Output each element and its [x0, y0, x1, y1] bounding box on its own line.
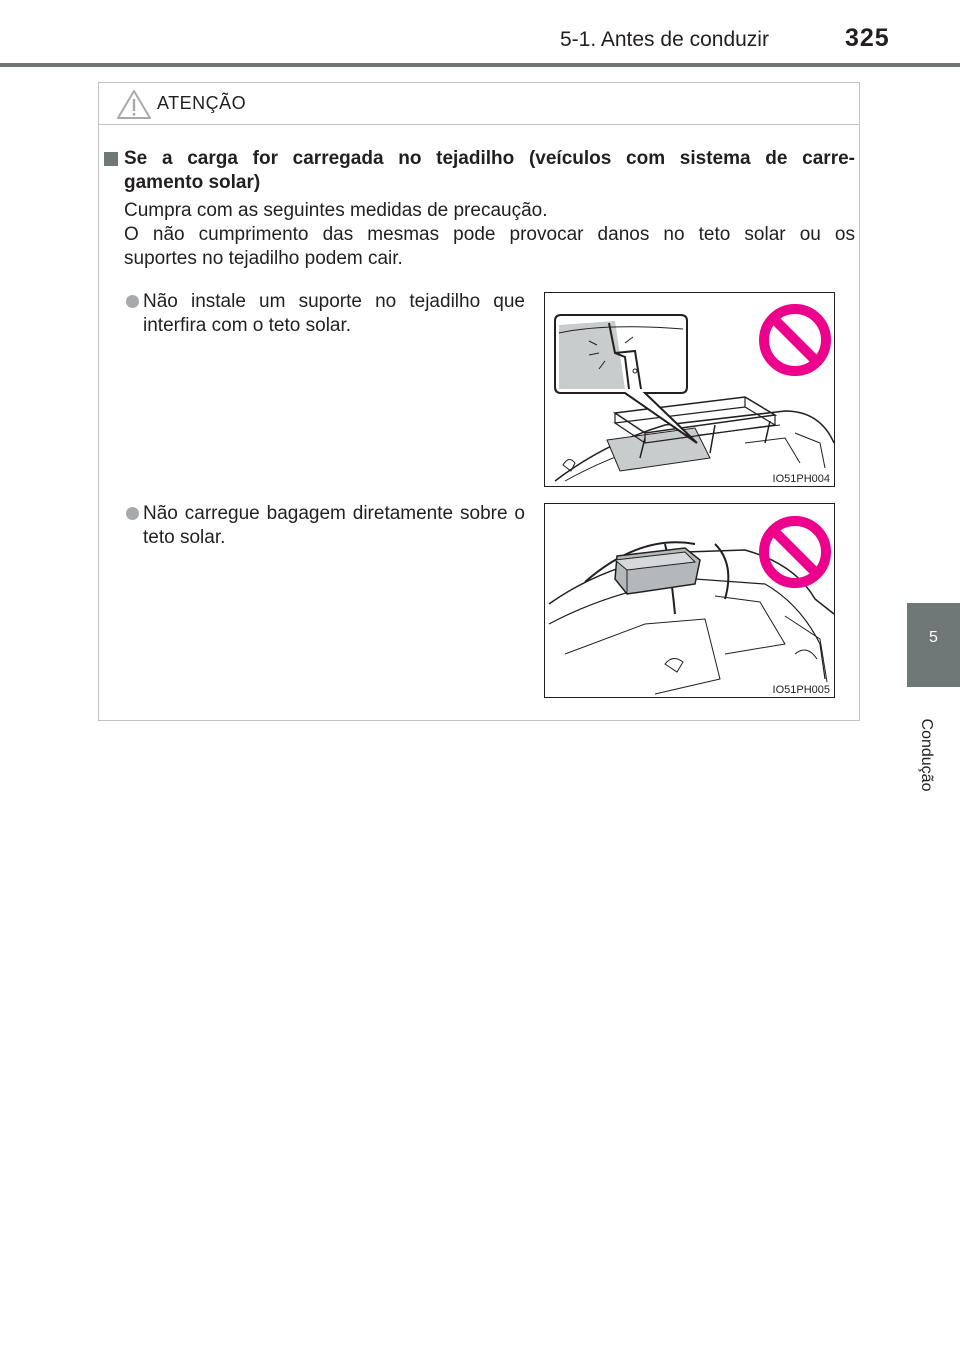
page-number: 325 [845, 24, 890, 52]
figure-roof-rack-sunroof [544, 292, 835, 487]
paragraph-line-1: Cumpra com as seguintes medidas de precaução. [124, 200, 548, 221]
warning-title: ATENÇÃO [157, 93, 247, 113]
item-text-2: Não carregue bagagem diretamente sobre o teto solar. [143, 503, 525, 548]
chapter-tab [907, 603, 960, 687]
warning-paragraph [124, 199, 855, 271]
chapter-label-text: Condução [918, 718, 935, 792]
figure-code-1: IO51PH004 [772, 473, 830, 485]
prohibition-icon [764, 521, 826, 583]
warning-header [99, 83, 859, 125]
paragraph-line-3: suportes no tejadilho podem cair. [124, 248, 403, 269]
header-rule [0, 63, 960, 67]
luggage-illustration [545, 504, 835, 698]
chapter-label [911, 700, 941, 810]
chapter-number: 5 [929, 629, 938, 646]
square-bullet [104, 152, 118, 166]
warning-triangle-icon [116, 89, 152, 120]
prohibition-icon [764, 309, 826, 371]
item-text-1: Não instale um suporte no tejadilho que interfira com o teto solar. [143, 291, 525, 336]
paragraph-line-2: O não cumprimento das mesmas pode provocar danos no teto solar ou os [124, 224, 855, 245]
heading-line-2: gamento solar) [124, 172, 261, 193]
figure-code-2: IO51PH005 [772, 684, 830, 696]
heading-line-1: Se a carga for carregada no tejadilho (veículos com sistema de carre- [124, 148, 855, 169]
roof-rack-illustration [545, 293, 835, 487]
round-bullet [126, 295, 139, 308]
section-title: 5-1. Antes de conduzir [560, 28, 769, 51]
figure-luggage-sunroof [544, 503, 835, 698]
round-bullet [126, 507, 139, 520]
warning-heading [124, 147, 855, 195]
